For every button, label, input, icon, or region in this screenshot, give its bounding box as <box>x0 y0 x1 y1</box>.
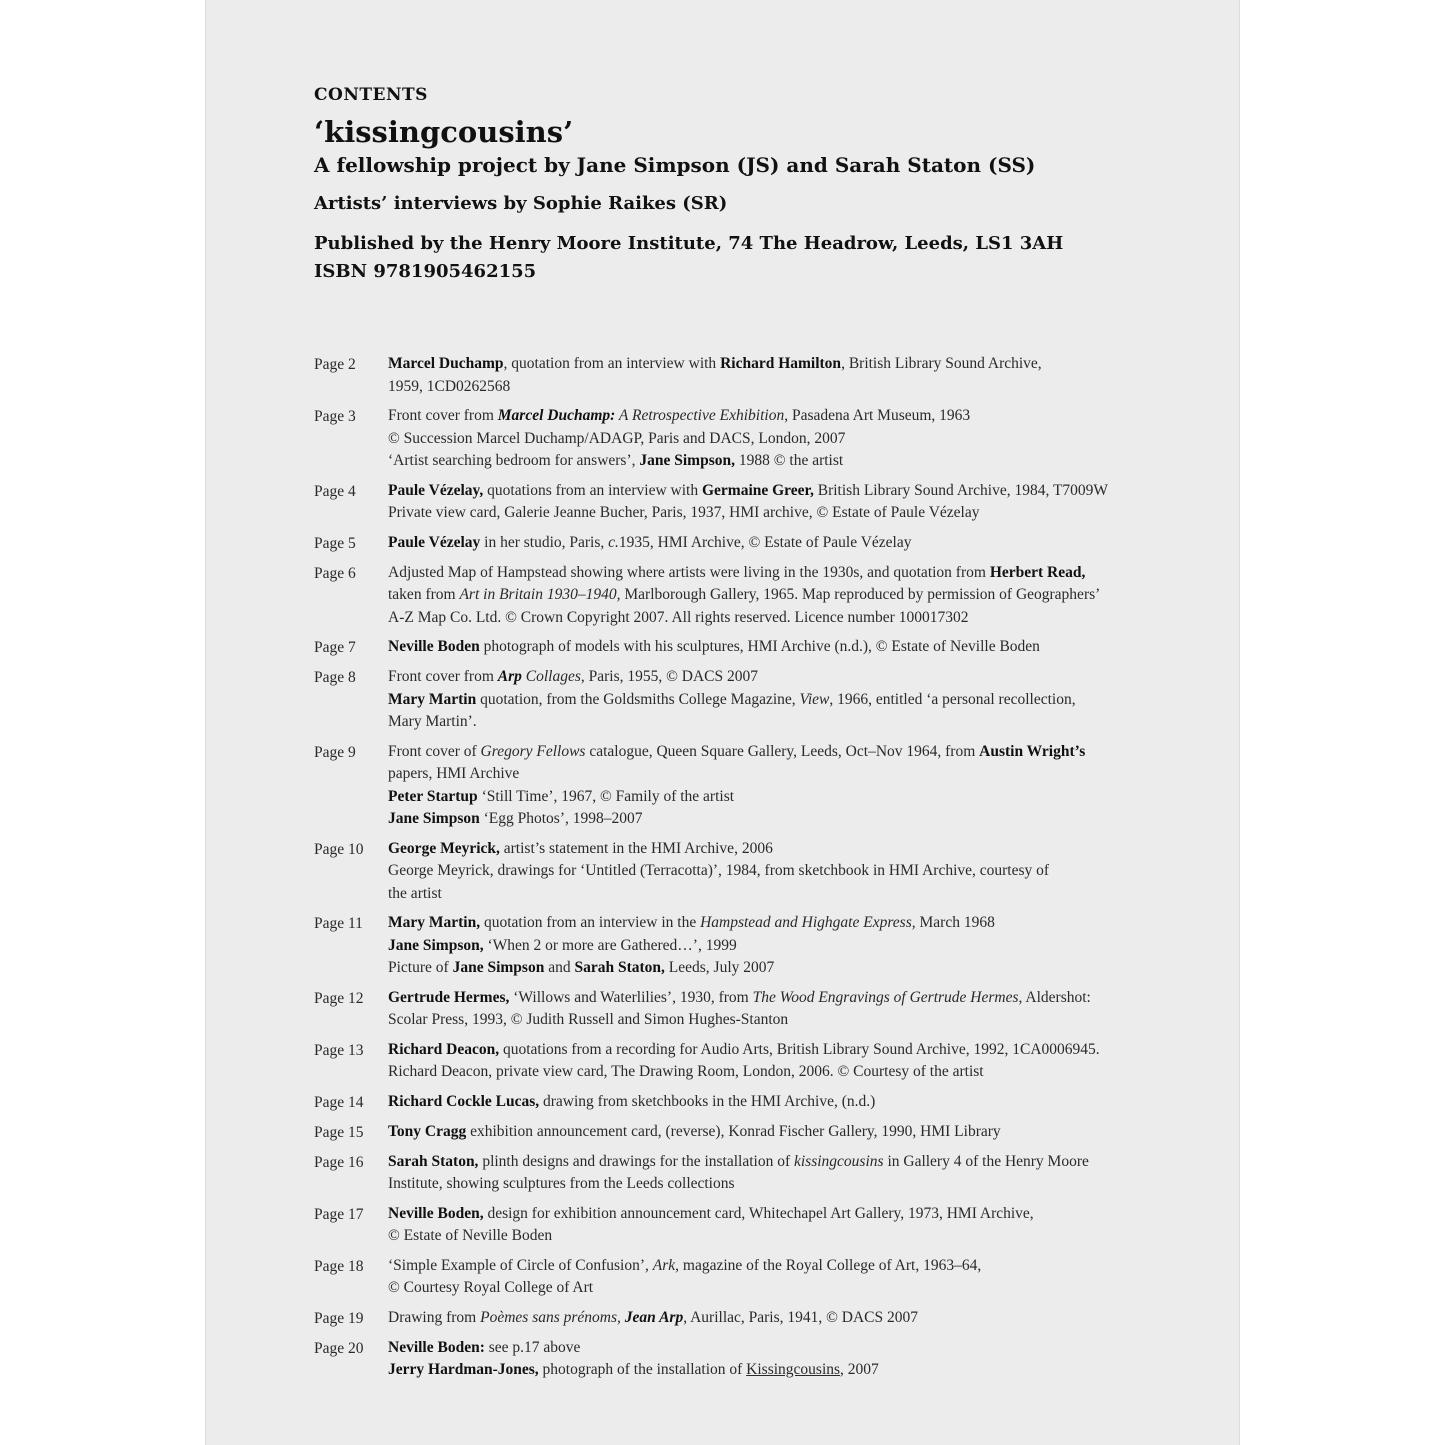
entry-text: and <box>544 959 575 976</box>
entry-description <box>388 353 1174 398</box>
entry-text: in her studio, Paris, <box>480 533 609 551</box>
entry-description <box>388 1151 1174 1196</box>
entry-text: plinth designs and drawings for the installation of <box>478 1152 794 1170</box>
entry-line <box>388 1091 1174 1114</box>
entry-line <box>388 1337 1174 1360</box>
entry-text: Herbert Read, <box>989 563 1086 581</box>
entry-line <box>388 786 1174 809</box>
entry-text: quotation from an interview in the <box>480 914 701 931</box>
entry-page-number: Page 5 <box>314 534 356 552</box>
entry-description <box>388 480 1174 525</box>
entry-line <box>388 1225 1174 1248</box>
entry-line <box>388 562 1174 585</box>
entry-text: Neville Boden: <box>388 1338 485 1356</box>
entry-page-number: Page 19 <box>314 1309 364 1327</box>
entry-line <box>388 741 1174 764</box>
entry-line <box>388 1255 1174 1278</box>
entry-line <box>388 1277 1174 1300</box>
entry-text: George Meyrick, drawings for ‘Untitled (Terracotta)’, 1984, from sketchbook in HMI Archive, courtesy of <box>388 862 1050 879</box>
entry-text: Paule Vézelay <box>388 533 481 551</box>
entry-description <box>388 912 1174 980</box>
contents-entry <box>314 353 1174 398</box>
entry-page-number: Page 18 <box>314 1257 364 1275</box>
entry-line <box>388 405 1174 428</box>
entry-description <box>388 1039 1174 1084</box>
contents-entry <box>314 405 1174 473</box>
entry-page-number: Page 17 <box>314 1205 364 1223</box>
entry-text: in Gallery 4 of the Henry Moore <box>883 1152 1089 1170</box>
entry-description <box>388 405 1174 473</box>
contents-entry <box>314 987 1174 1032</box>
entry-text: Jerry Hardman-Jones, <box>388 1361 539 1378</box>
contents-entry <box>314 1203 1174 1248</box>
entry-text: Collages <box>521 668 581 685</box>
entry-description <box>388 532 1174 555</box>
entry-text: Scolar Press, 1993, © Judith Russell and Simon Hughes-Stanton <box>388 1011 789 1028</box>
entry-text: Institute, showing sculptures from the Leeds collections <box>388 1175 735 1192</box>
entry-text: © Succession Marcel Duchamp/ADAGP, Paris and DACS, London, 2007 <box>388 429 846 447</box>
contents-entry <box>314 838 1174 906</box>
entry-text: Peter Startup <box>388 787 478 805</box>
entry-text: Richard Deacon, <box>388 1040 500 1058</box>
entry-text: Adjusted Map of Hampstead showing where artists were living in the 1930s, and quotation from <box>388 563 990 581</box>
entry-text: photograph of the installation of <box>538 1361 747 1378</box>
entry-text: © Estate of Neville Boden <box>388 1227 553 1244</box>
entry-line <box>388 1151 1174 1174</box>
entry-line <box>388 450 1174 473</box>
entry-text: George Meyrick, <box>388 839 500 857</box>
contents-entry <box>314 1091 1174 1114</box>
isbn-line: ISBN 9781905462155 <box>314 261 537 282</box>
entry-line <box>388 502 1174 525</box>
entry-line <box>388 584 1174 607</box>
entry-line <box>388 838 1174 861</box>
entry-text: the artist <box>388 884 442 902</box>
entry-text: quotations from a recording for Audio Arts, British Library Sound Archive, 1992, 1CA0006945. <box>499 1040 1100 1058</box>
entry-line <box>388 1173 1174 1196</box>
entry-text: Jane Simpson <box>388 810 480 827</box>
entry-page-number: Page 11 <box>314 915 363 932</box>
contents-entry <box>314 912 1174 980</box>
entry-text: Jane Simpson, <box>388 936 484 954</box>
entry-text: Leeds, July 2007 <box>664 959 775 976</box>
contents-entry <box>314 1121 1174 1144</box>
entry-text: Neville Boden <box>388 638 480 655</box>
entry-line <box>388 1307 1174 1330</box>
entry-description <box>388 838 1174 906</box>
entry-text: Tony Cragg <box>388 1122 467 1140</box>
entry-text: , Aldershot: <box>1018 988 1091 1006</box>
entry-line <box>388 689 1174 712</box>
entry-line <box>388 532 1174 555</box>
contents-entry <box>314 1337 1174 1382</box>
entry-description <box>388 1091 1174 1114</box>
entry-text: drawing from sketchbooks in the HMI Archive, (n.d.) <box>539 1092 876 1110</box>
entry-text: Front cover of <box>388 742 481 760</box>
entry-text: Kissingcousins <box>746 1361 841 1378</box>
entry-text: Marcel Duchamp <box>388 355 504 372</box>
entry-text: Arp <box>497 668 522 685</box>
contents-entry <box>314 1307 1174 1330</box>
entry-text: papers, HMI Archive <box>388 765 520 782</box>
entry-text: Jean Arp <box>624 1308 684 1326</box>
entry-page-number: Page 4 <box>314 482 356 500</box>
entry-description <box>388 636 1174 659</box>
entry-text: Gregory Fellows <box>480 742 586 760</box>
entry-text: Mary Martin, <box>388 914 481 931</box>
entry-line <box>388 808 1174 831</box>
entry-text: March 1968 <box>915 914 995 931</box>
entry-text: Sarah Staton, <box>574 959 665 976</box>
entry-page-number: Page 20 <box>314 1339 364 1357</box>
contents-list <box>314 353 1174 1389</box>
entry-text: Jane Simpson, <box>639 452 735 469</box>
entry-text: artist’s statement in the HMI Archive, 2006 <box>499 839 773 857</box>
entry-text: quotation, from the Goldsmiths College Magazine, <box>476 690 800 708</box>
entry-text: , British Library Sound Archive, <box>841 355 1042 372</box>
entry-text: Marlborough Gallery, 1965. Map reproduced by permission of Geographers’ <box>620 586 1101 603</box>
entry-description <box>388 741 1174 831</box>
entry-text: photograph of models with his sculptures, HMI Archive (n.d.), © Estate of Neville Boden <box>479 638 1040 655</box>
entry-text: View <box>799 690 830 708</box>
entry-line <box>388 711 1174 734</box>
entry-text: Sarah Staton, <box>388 1152 479 1170</box>
entry-text: ‘Willows and Waterlilies’, 1930, from <box>509 988 753 1006</box>
entry-line <box>388 860 1174 883</box>
entry-text: Paule Vézelay, <box>388 481 484 499</box>
contents-entry <box>314 636 1174 659</box>
entry-page-number: Page 16 <box>314 1153 364 1171</box>
contents-header <box>314 84 1214 284</box>
entry-text: , Pasadena Art Museum, 1963 <box>784 407 971 424</box>
publisher-line: Published by the Henry Moore Institute, 74 The Headrow, Leeds, LS1 3AH <box>314 233 1064 254</box>
entry-text: The Wood Engravings of Gertrude Hermes <box>752 988 1019 1006</box>
entry-text: Richard Cockle Lucas, <box>388 1092 540 1110</box>
entry-description <box>388 987 1174 1032</box>
entry-line <box>388 935 1174 958</box>
entry-text: Germaine Greer, <box>701 481 814 499</box>
entry-line <box>388 987 1174 1010</box>
entry-text: © Courtesy Royal College of Art <box>388 1279 594 1296</box>
entry-line <box>388 353 1174 376</box>
contents-entry <box>314 1151 1174 1196</box>
entry-text: ‘Still Time’, 1967, © Family of the artist <box>477 787 735 805</box>
entry-text: 1935, HMI Archive, © Estate of Paule Vézelay <box>618 533 912 551</box>
entry-page-number: Page 2 <box>314 356 356 373</box>
contents-entry <box>314 1255 1174 1300</box>
entry-line <box>388 912 1174 935</box>
entry-text: ‘Egg Photos’, 1998–2007 <box>479 810 643 827</box>
entry-line <box>388 1359 1174 1382</box>
entry-description <box>388 1307 1174 1330</box>
entry-text: , Aurillac, Paris, 1941, © DACS 2007 <box>683 1308 919 1326</box>
entry-line <box>388 376 1174 399</box>
contents-entry <box>314 562 1174 630</box>
entry-text: kissingcousins <box>794 1152 884 1170</box>
contents-entry <box>314 532 1174 555</box>
entry-text: Mary Martin’. <box>388 713 477 730</box>
publication-title: ‘kissingcousins’ <box>314 115 574 149</box>
entry-text: ‘Artist searching bedroom for answers’, <box>388 452 640 469</box>
entry-text: Poèmes sans prénoms, <box>480 1308 621 1326</box>
entry-description <box>388 1337 1174 1382</box>
entry-text: Front cover from <box>388 407 498 424</box>
entry-text: see p.17 above <box>484 1338 581 1356</box>
entry-line <box>388 957 1174 980</box>
entry-text: Mary Martin <box>388 690 477 708</box>
entry-text: design for exhibition announcement card, Whitechapel Art Gallery, 1973, HMI Archive, <box>483 1204 1034 1222</box>
entry-text: , Paris, 1955, © DACS 2007 <box>580 668 759 685</box>
entry-text: Art in Britain 1930–1940, <box>459 586 621 603</box>
interviews-credit: Artists’ interviews by Sophie Raikes (SR) <box>314 193 728 214</box>
entry-line <box>388 883 1174 906</box>
entry-text: Jane Simpson <box>452 959 545 976</box>
entry-page-number: Page 3 <box>314 408 356 425</box>
entry-description <box>388 562 1174 630</box>
entry-line <box>388 1061 1174 1084</box>
entry-description <box>388 1203 1174 1248</box>
entry-text: , 1966, entitled ‘a personal recollection, <box>829 690 1076 708</box>
entry-text: exhibition announcement card, (reverse), Konrad Fischer Gallery, 1990, HMI Library <box>466 1122 1001 1140</box>
contents-entry <box>314 666 1174 734</box>
entry-text: ‘Simple Example of Circle of Confusion’, <box>388 1256 653 1274</box>
entry-text: Richard Deacon, private view card, The Drawing Room, London, 2006. © Courtesy of the artist <box>388 1063 984 1080</box>
entry-text: c. <box>608 533 619 551</box>
entry-line <box>388 1039 1174 1062</box>
entry-text: Neville Boden, <box>388 1204 484 1222</box>
publication-subtitle: A fellowship project by Jane Simpson (JS) and Sarah Staton (SS) <box>314 153 1036 177</box>
entry-text: Drawing from <box>388 1308 481 1326</box>
contents-entry <box>314 741 1174 831</box>
contents-entry <box>314 1039 1174 1084</box>
entry-line <box>388 666 1174 689</box>
entry-line <box>388 636 1174 659</box>
entry-text: A Retrospective Exhibition <box>615 407 785 424</box>
entry-text: quotations from an interview with <box>483 481 702 499</box>
contents-entry <box>314 480 1174 525</box>
entry-text: ‘When 2 or more are Gathered…’, 1999 <box>483 936 737 954</box>
contents-label: CONTENTS <box>314 85 428 105</box>
entry-text: Private view card, Galerie Jeanne Bucher, Paris, 1937, HMI archive, © Estate of Paule Vézelay <box>388 504 980 521</box>
entry-text: , 2007 <box>840 1361 879 1378</box>
entry-text: 1959, 1CD0262568 <box>388 377 511 395</box>
entry-line <box>388 763 1174 786</box>
entry-description <box>388 666 1174 734</box>
entry-text: Picture of <box>388 959 453 976</box>
entry-text: Austin Wright’s <box>979 742 1086 760</box>
entry-line <box>388 1121 1174 1144</box>
entry-page-number: Page 14 <box>314 1093 364 1111</box>
entry-line <box>388 480 1174 503</box>
entry-page-number: Page 12 <box>314 989 364 1007</box>
entry-page-number: Page 9 <box>314 743 356 761</box>
entry-text: catalogue, Queen Square Gallery, Leeds, Oct–Nov 1964, from <box>585 742 980 760</box>
entry-text: Front cover from <box>388 668 498 685</box>
entry-text: British Library Sound Archive, 1984, T7009W <box>813 481 1109 499</box>
entry-text: Richard Hamilton <box>720 355 842 372</box>
entry-text: Ark <box>652 1256 676 1274</box>
entry-text: Gertrude Hermes, <box>388 988 510 1006</box>
entry-line <box>388 607 1174 630</box>
entry-text: , quotation from an interview with <box>503 355 721 372</box>
entry-line <box>388 428 1174 451</box>
entry-line <box>388 1009 1174 1032</box>
entry-page-number: Page 8 <box>314 669 356 686</box>
entry-text: 1988 © the artist <box>735 452 844 469</box>
entry-text: Hampstead and Highgate Express, <box>700 914 916 931</box>
entry-line <box>388 1203 1174 1226</box>
entry-page-number: Page 6 <box>314 564 356 582</box>
entry-text: Marcel Duchamp: <box>497 407 616 424</box>
entry-page-number: Page 13 <box>314 1041 364 1059</box>
entry-description <box>388 1121 1174 1144</box>
entry-text: A-Z Map Co. Ltd. © Crown Copyright 2007. All rights reserved. Licence number 100017302 <box>388 608 969 626</box>
entry-description <box>388 1255 1174 1300</box>
entry-text: taken from <box>388 586 460 603</box>
entry-page-number: Page 7 <box>314 639 356 656</box>
entry-text: , magazine of the Royal College of Art, 1963–64, <box>675 1256 982 1274</box>
entry-page-number: Page 15 <box>314 1123 364 1141</box>
entry-page-number: Page 10 <box>314 840 364 858</box>
